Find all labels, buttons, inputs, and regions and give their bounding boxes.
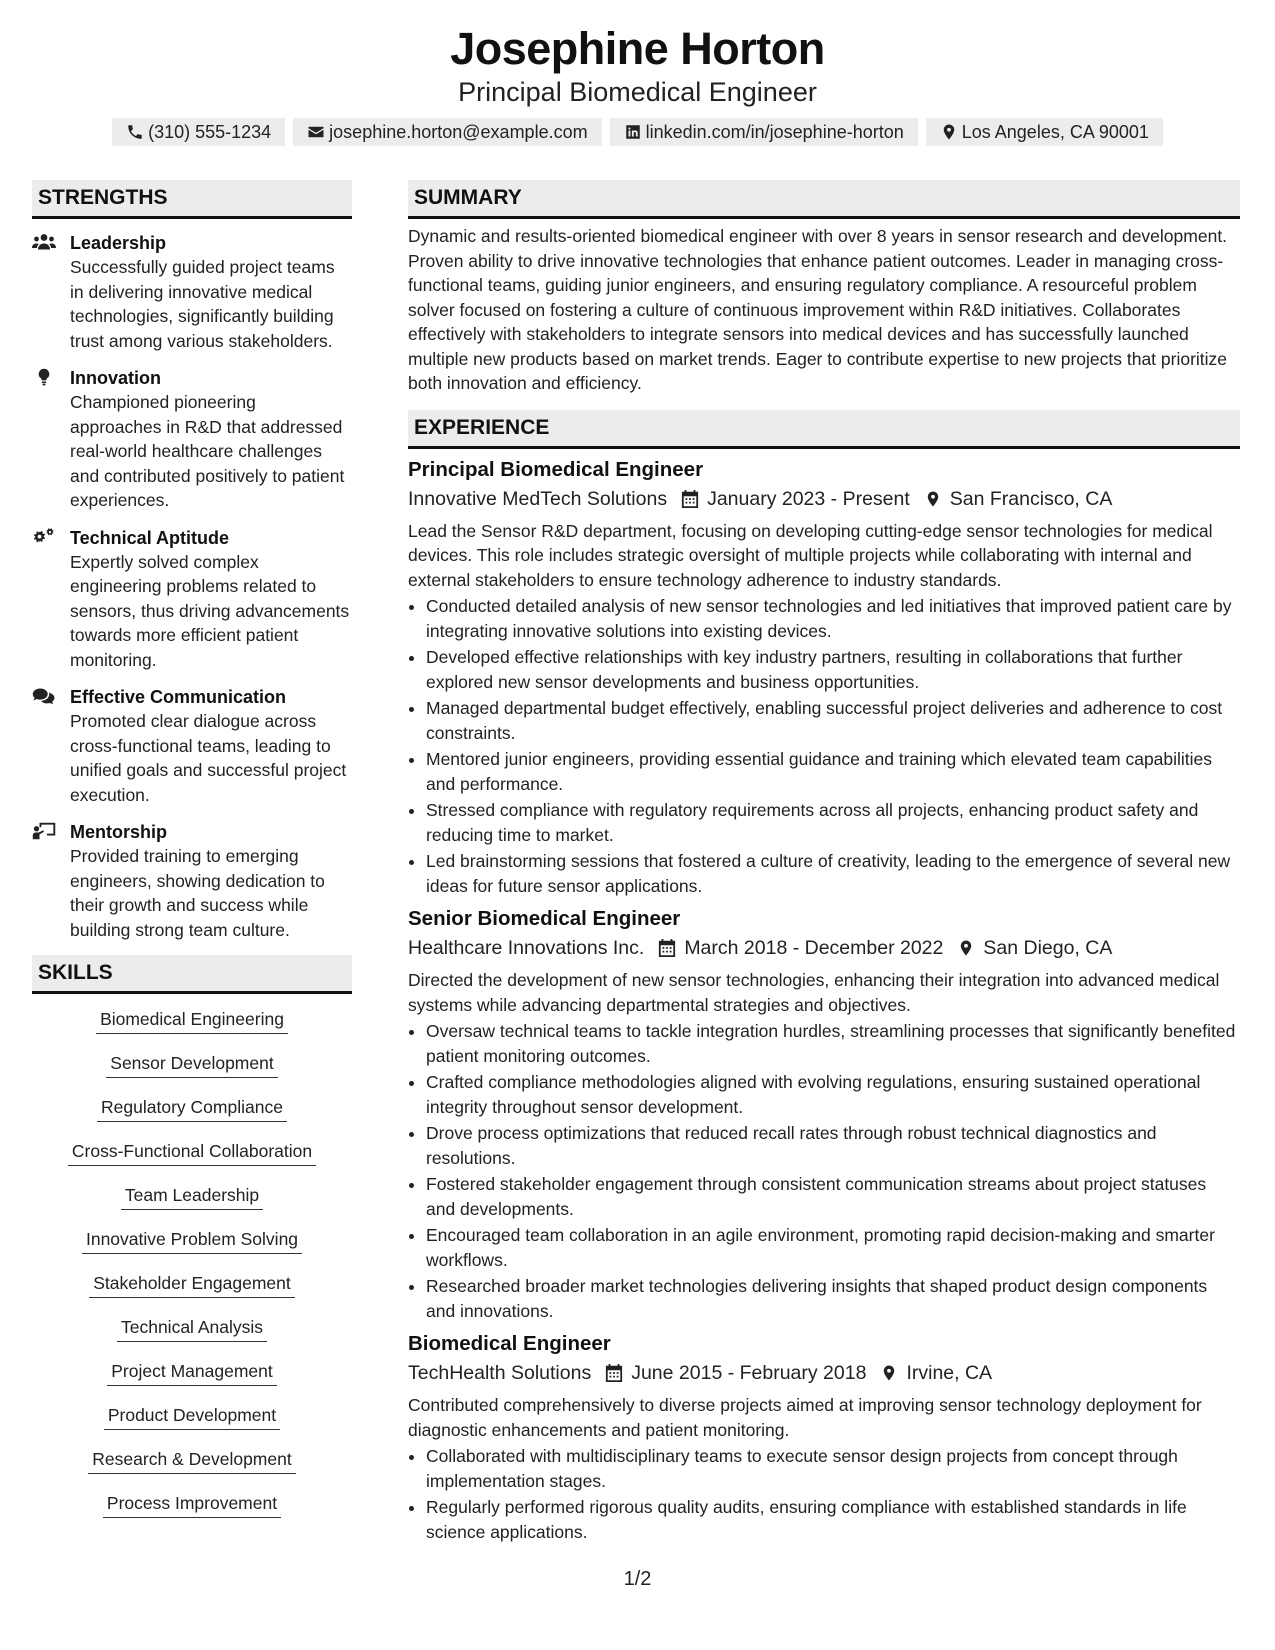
strength-item <box>32 366 352 513</box>
phone-icon <box>126 123 144 141</box>
strength-title: Mentorship <box>70 822 167 842</box>
job-dates: June 2015 - February 2018 <box>631 1362 867 1384</box>
strength-item <box>32 526 352 673</box>
job-bullet: • Fostered stakeholder engagement through consistent communication streams about project statuses and developments. <box>426 1172 1240 1221</box>
skill-tag: Stakeholder Engagement <box>89 1270 295 1298</box>
linkedin-text: linkedin.com/in/josephine-horton <box>645 122 904 142</box>
skill-tag: Technical Analysis <box>117 1314 267 1342</box>
calendar-icon <box>605 1363 623 1383</box>
strength-desc: Championed pioneering approaches in R&D that addressed real-world healthcare challenges and contributed positively to patient experiences. <box>70 392 345 510</box>
job-description: Contributed comprehensively to diverse projects aimed at improving sensor technology deployment for diagnostic enhancements and patient monitoring. <box>408 1395 1202 1440</box>
skill-tag: Innovative Problem Solving <box>82 1226 302 1254</box>
calendar-icon <box>681 489 699 509</box>
resume-header <box>0 22 1275 146</box>
map-pin-icon <box>924 489 942 509</box>
strength-item <box>32 685 352 807</box>
job-entry <box>408 904 1240 1323</box>
right-column <box>408 180 1240 1546</box>
job-dates: January 2023 - Present <box>707 487 910 510</box>
strength-title: Technical Aptitude <box>70 527 230 548</box>
contact-email[interactable] <box>293 118 601 146</box>
gears-icon <box>32 528 56 546</box>
job-title: Senior Biomedical Engineer <box>408 907 681 930</box>
strength-desc: Expertly solved complex engineering problems related to sensors, thus driving advancements towards more efficient patient monitoring. <box>70 551 350 670</box>
comments-icon <box>32 687 56 705</box>
summary-text: Dynamic and results-oriented biomedical engineer with over 8 years in sensor research and development. Proven ability to drive innovative technologies that enhance patient outcomes. Leader in managing cross-functional teams, guiding junior engineers, and ensuring regulatory compliance. A resourceful problem solver focused on fostering a culture of continuous improvement within R&D initiatives. Collaborates effectively with stakeholders to integrate sensors into medical devices and has successfully launched multiple new products based on market trends. Eager to contribute expertise to new projects that prioritize both innovation and efficiency. <box>408 226 1228 393</box>
job-location: Irvine, CA <box>906 1362 993 1384</box>
contact-linkedin[interactable] <box>610 118 918 146</box>
job-bullets <box>408 1019 1240 1323</box>
phone-text: (310) 555-1234 <box>148 122 272 142</box>
job-bullet: • Oversaw technical teams to tackle integration hurdles, streamlining processes that significantly benefited patient monitoring outcomes. <box>426 1019 1240 1068</box>
skill-tag: Sensor Development <box>106 1050 277 1078</box>
left-column <box>32 180 352 1534</box>
job-entry <box>408 455 1240 899</box>
strengths-heading: STRENGTHS <box>32 180 352 219</box>
skill-tag: Cross-Functional Collaboration <box>68 1138 316 1166</box>
map-pin-icon <box>940 123 958 141</box>
map-pin-icon <box>880 1363 898 1383</box>
skill-tag: Product Development <box>104 1402 280 1430</box>
lightbulb-icon <box>32 368 56 386</box>
contact-phone[interactable] <box>112 118 285 146</box>
job-description: Directed the development of new sensor technologies, enhancing their integration into advanced medical systems while advancing departmental strategies and objectives. <box>408 970 1220 1015</box>
job-company: Innovative MedTech Solutions <box>408 487 668 510</box>
skill-tag: Research & Development <box>88 1446 295 1474</box>
job-title: Principal Biomedical Engineer <box>408 457 704 481</box>
strength-title: Leadership <box>70 233 167 253</box>
job-location: San Francisco, CA <box>949 487 1113 510</box>
job-bullet: • Conducted detailed analysis of new sensor technologies and led initiatives that improved patient care by integrating innovative solutions into existing devices. <box>426 594 1240 643</box>
job-dates: March 2018 - December 2022 <box>684 937 944 959</box>
summary-heading: SUMMARY <box>408 180 1240 219</box>
skill-tag: Process Improvement <box>103 1490 281 1518</box>
skill-tag: Biomedical Engineering <box>96 1006 288 1034</box>
contact-location <box>926 118 1163 146</box>
experience-heading: EXPERIENCE <box>408 410 1240 449</box>
calendar-icon <box>658 938 676 958</box>
job-meta <box>408 933 1240 963</box>
strength-desc: Successfully guided project teams in delivering innovative medical technologies, significantly building trust among various stakeholders. <box>70 257 335 351</box>
skills-list <box>32 1006 352 1534</box>
job-bullet: • Drove process optimizations that reduced recall rates through robust technical diagnostics and resolutions. <box>426 1121 1240 1170</box>
job-company: Healthcare Innovations Inc. <box>408 937 645 959</box>
linkedin-icon <box>624 123 642 141</box>
location-text: Los Angeles, CA 90001 <box>961 122 1149 142</box>
job-bullet: • Researched broader market technologies delivering insights that shaped product design components and innovations. <box>426 1274 1240 1323</box>
envelope-icon <box>307 123 325 141</box>
strength-title: Innovation <box>70 368 161 388</box>
strengths-list <box>32 231 352 942</box>
job-bullet: • Mentored junior engineers, providing essential guidance and training which elevated team capabilities and performance. <box>426 747 1240 796</box>
strength-desc: Provided training to emerging engineers, showing dedication to their growth and success while building strong team culture. <box>70 846 325 940</box>
page-number: 1/2 <box>623 1568 652 1590</box>
users-icon <box>32 233 56 251</box>
job-entry <box>408 1329 1240 1544</box>
skills-heading: SKILLS <box>32 955 352 994</box>
job-meta <box>408 1358 1240 1388</box>
email-text: josephine.horton@example.com <box>329 122 588 142</box>
job-bullet: • Led brainstorming sessions that fostered a culture of creativity, leading to the emergence of several new ideas for future sensor applications. <box>426 849 1240 898</box>
job-bullet: • Regularly performed rigorous quality audits, ensuring compliance with established standards in life science applications. <box>426 1495 1240 1544</box>
job-bullet: • Collaborated with multidisciplinary teams to execute sensor design projects from concept through implementation stages. <box>426 1444 1240 1493</box>
job-location: San Diego, CA <box>983 937 1113 959</box>
job-bullets <box>408 1444 1240 1544</box>
skill-tag: Regulatory Compliance <box>97 1094 287 1122</box>
job-bullet: • Developed effective relationships with key industry partners, resulting in collaborations that further explored new sensor developments and business opportunities. <box>426 645 1240 694</box>
strength-desc: Promoted clear dialogue across cross-functional teams, leading to unified goals and successful project execution. <box>70 711 347 805</box>
job-company: TechHealth Solutions <box>408 1362 592 1384</box>
contact-bar <box>0 118 1275 146</box>
strength-title: Effective Communication <box>70 687 287 707</box>
job-bullet: • Encouraged team collaboration in an agile environment, promoting rapid decision-making and smarter workflows. <box>426 1223 1240 1272</box>
map-pin-icon <box>957 938 975 958</box>
job-title: Biomedical Engineer <box>408 1332 611 1355</box>
job-bullets <box>408 594 1240 898</box>
strength-item <box>32 820 352 942</box>
candidate-name: Josephine Horton <box>450 23 825 74</box>
candidate-title: Principal Biomedical Engineer <box>458 77 817 107</box>
job-bullet: • Managed departmental budget effectively, enabling successful project deliveries and adherence to cost constraints. <box>426 696 1240 745</box>
strength-item <box>32 231 352 353</box>
skill-tag: Project Management <box>107 1358 276 1386</box>
job-bullet: • Stressed compliance with regulatory requirements across all projects, enhancing product safety and reducing time to market. <box>426 798 1240 847</box>
job-description: Lead the Sensor R&D department, focusing on developing cutting-edge sensor technologies for medical devices. This role includes strategic oversight of multiple projects while collaborating with internal and external stakeholders to ensure technology adherence to industry standards. <box>408 520 1213 590</box>
skill-tag: Team Leadership <box>121 1182 263 1210</box>
job-meta <box>408 484 1240 514</box>
chalkboard-teacher-icon <box>32 822 56 840</box>
job-bullet: • Crafted compliance methodologies aligned with evolving regulations, ensuring sustained operational integrity throughout sensor development. <box>426 1070 1240 1119</box>
